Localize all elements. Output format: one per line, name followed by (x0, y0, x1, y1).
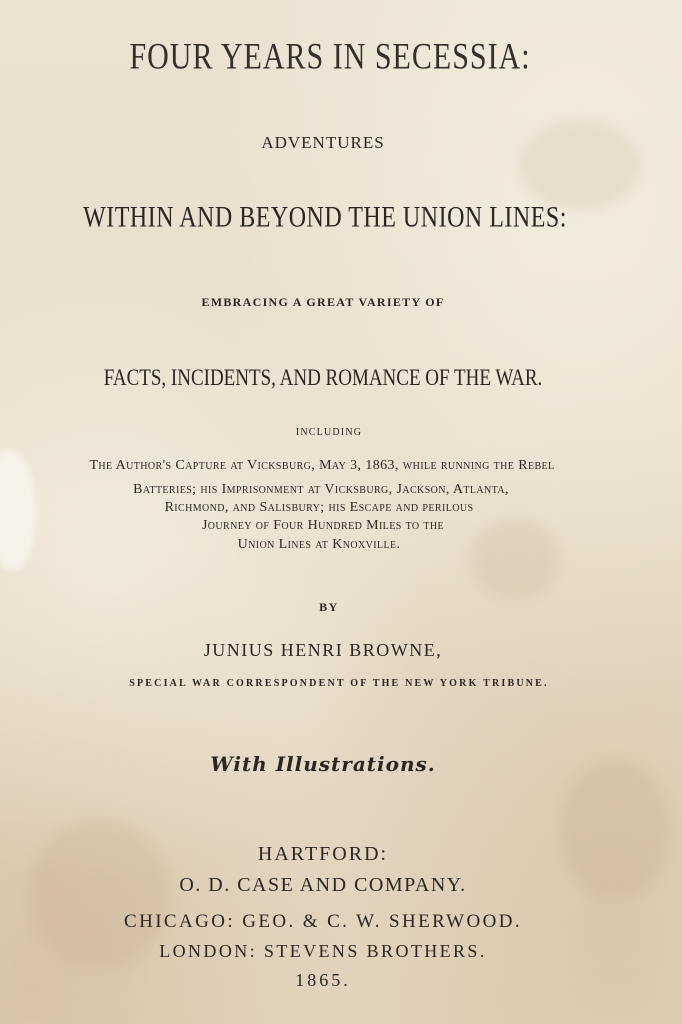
contents-line: The Author's Capture at Vicksburg, May 3, 1863, while running the Rebel (89, 458, 555, 473)
book-title: FOUR YEARS IN SECESSIA: (129, 35, 531, 77)
illustrations-note: With Illustrations. (210, 752, 436, 776)
contents-line: Journey of Four Hundred Miles to the (201, 518, 445, 533)
contents-line: Union Lines at Knoxville. (237, 537, 401, 552)
contents-line: Batteries; his Imprisonment at Vicksburg, Jackson, Atlanta, (133, 482, 509, 497)
embracing-line: EMBRACING A GREAT VARIETY OF (201, 295, 445, 309)
facts-line: FACTS, INCIDENTS, AND ROMANCE OF THE WAR. (103, 365, 543, 391)
imprint-chicago: CHICAGO: GEO. & C. W. SHERWOOD. (124, 911, 522, 932)
imprint-year: 1865. (295, 970, 351, 990)
author-name: JUNIUS HENRI BROWNE, (203, 640, 443, 660)
by-line: BY (319, 600, 339, 614)
imprint-city: HARTFORD: (257, 843, 389, 865)
imprint-publisher: O. D. CASE AND COMPANY. (179, 874, 467, 896)
imprint-london: LONDON: STEVENS BROTHERS. (159, 941, 487, 961)
subtitle-adventures: ADVENTURES (261, 133, 385, 152)
author-role: SPECIAL WAR CORRESPONDENT OF THE NEW YORK TRIBUNE. (129, 678, 549, 689)
subtitle-union-lines: WITHIN AND BEYOND THE UNION LINES: (83, 201, 567, 235)
contents-line: Richmond, and Salisbury; his Escape and perilous (164, 500, 474, 515)
including-line: INCLUDING (295, 427, 363, 438)
